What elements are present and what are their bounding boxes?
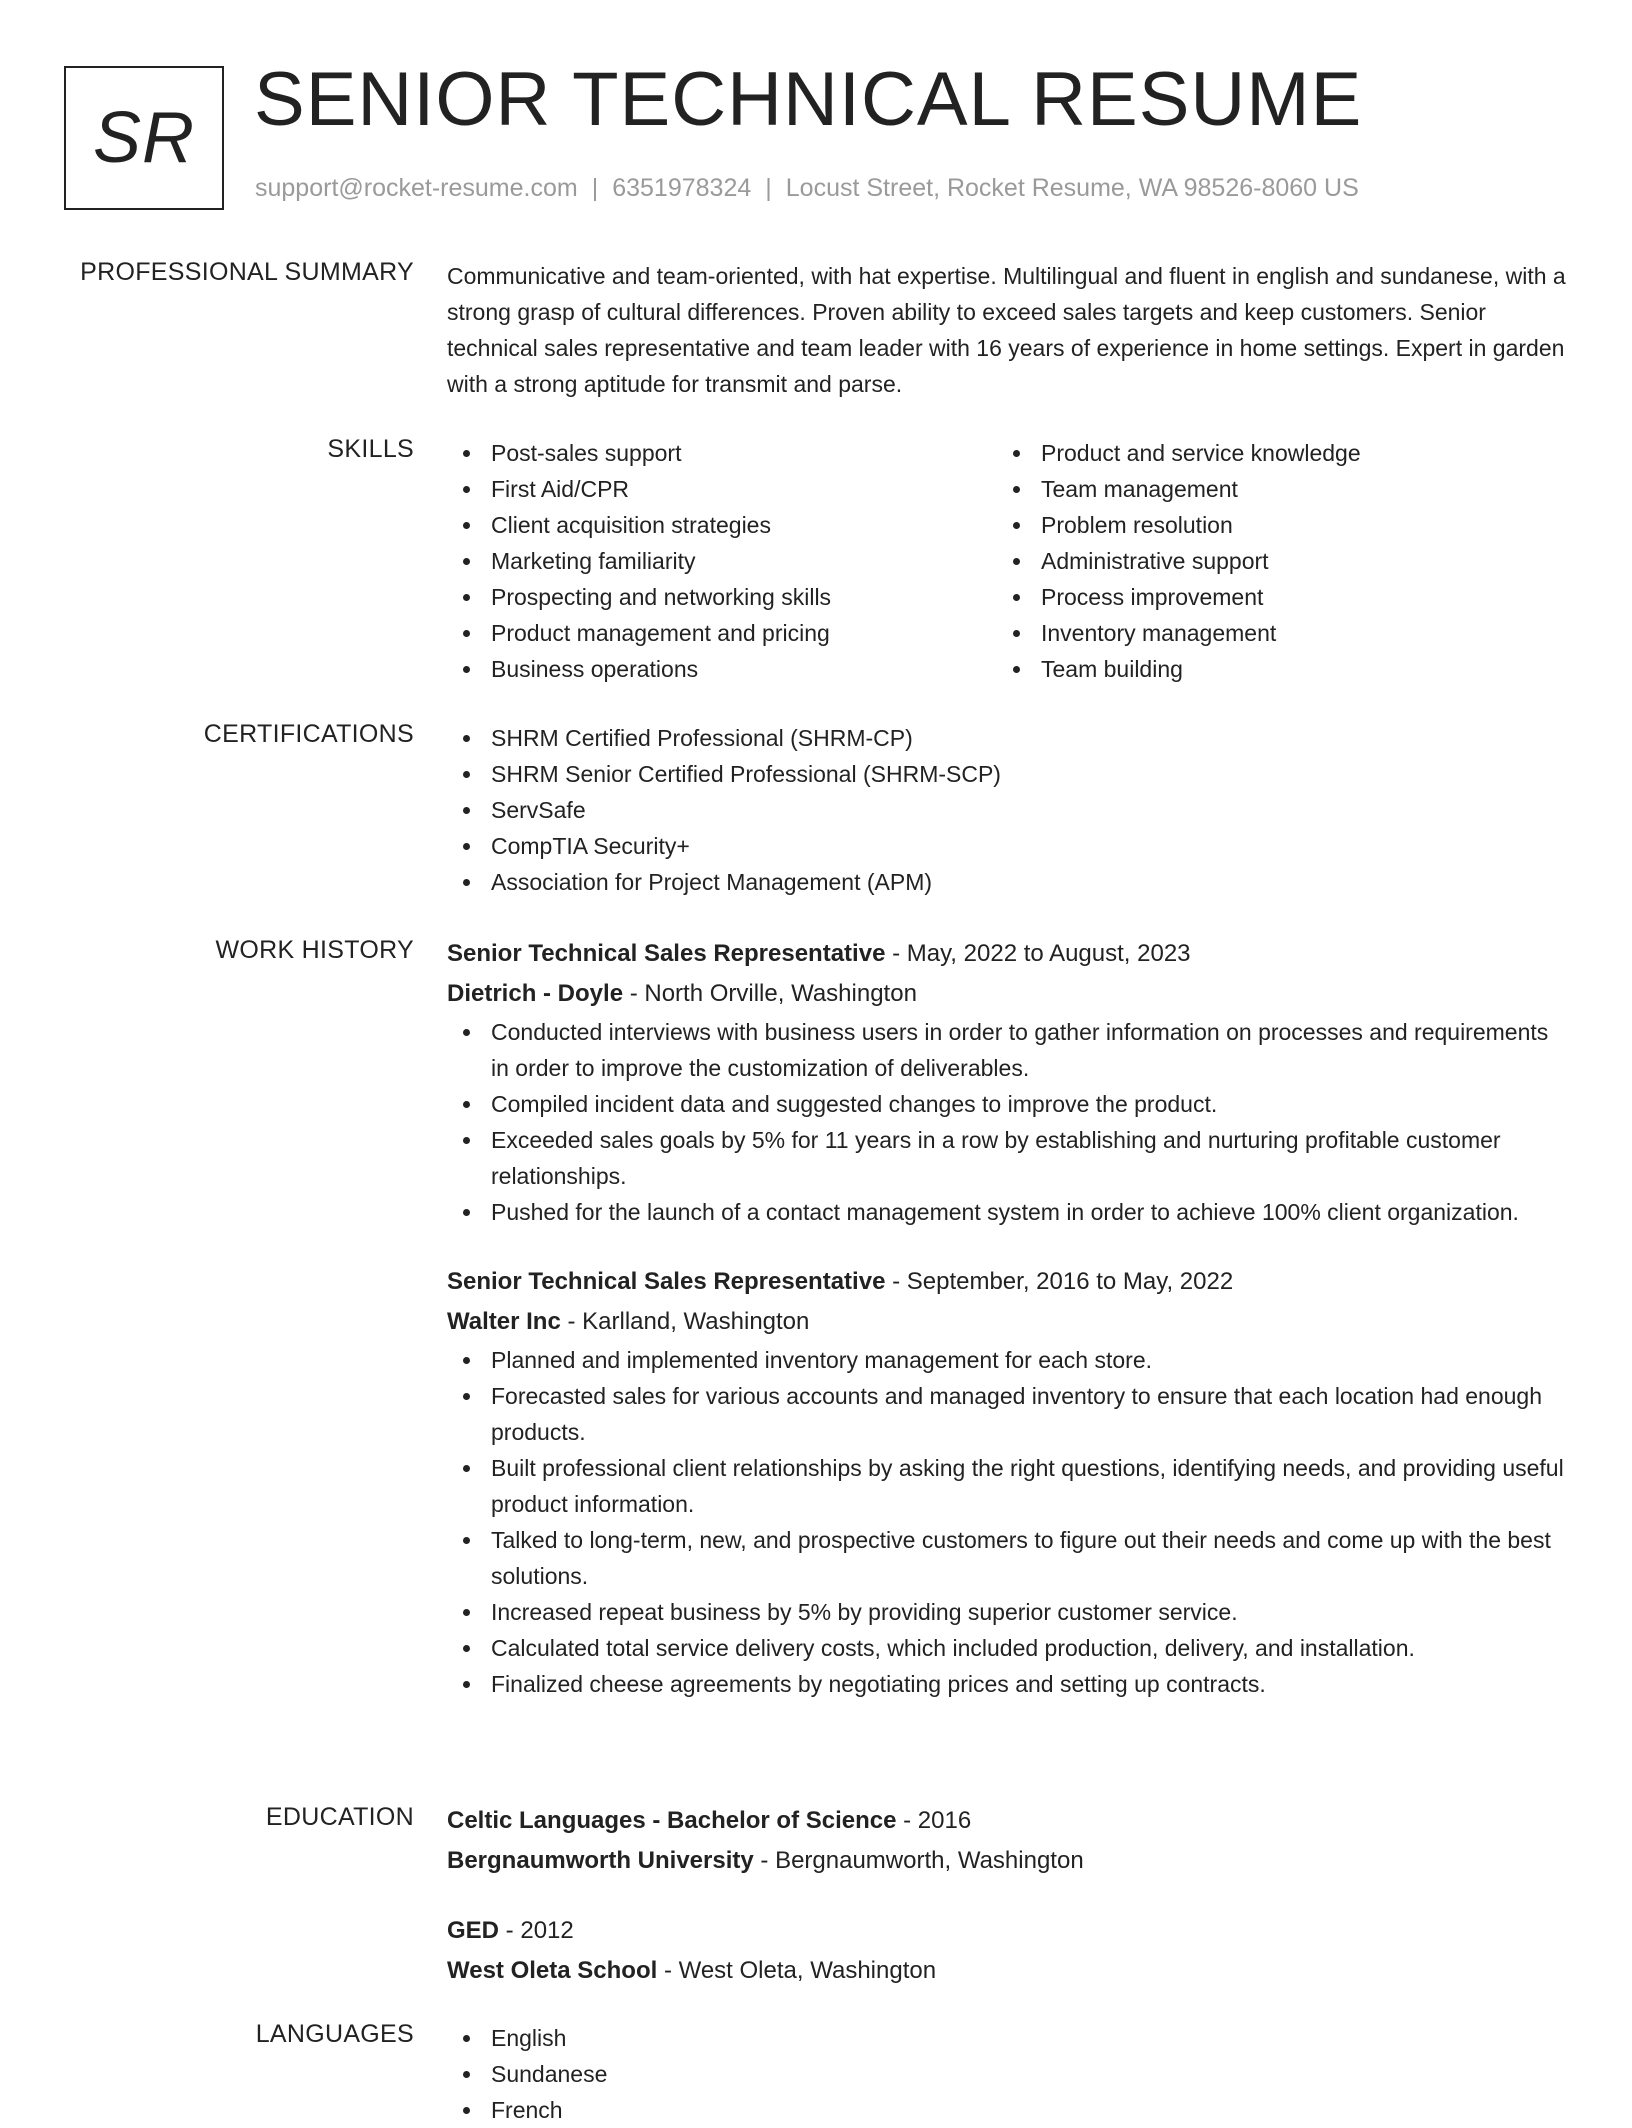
skill-item: First Aid/CPR [447, 471, 997, 507]
skill-item: Prospecting and networking skills [447, 579, 997, 615]
job-bullet: Exceeded sales goals by 5% for 11 years in a row by establishing and nurturing profitable customer relationships. [447, 1122, 1567, 1194]
certification-item: SHRM Certified Professional (SHRM-CP) [447, 720, 1567, 756]
education-entry [447, 1801, 1567, 1881]
contact-separator: | [765, 174, 772, 202]
languages-heading: LANGUAGES [255, 2020, 414, 2048]
certification-item: SHRM Senior Certified Professional (SHRM-SCP) [447, 756, 1567, 792]
degree-year: - 2012 [499, 1917, 574, 1944]
skill-item: Client acquisition strategies [447, 507, 997, 543]
job-title: Senior Technical Sales Representative [447, 940, 886, 967]
skill-item: Marketing familiarity [447, 543, 997, 579]
skill-item: Administrative support [997, 543, 1547, 579]
certification-item: CompTIA Security+ [447, 828, 1567, 864]
skill-item: Process improvement [997, 579, 1547, 615]
language-item: Sundanese [447, 2056, 1567, 2092]
job-entry [447, 934, 1567, 1230]
skill-item: Team management [997, 471, 1547, 507]
language-item: English [447, 2020, 1567, 2056]
job-title: Senior Technical Sales Representative [447, 1268, 886, 1295]
job-dates: - September, 2016 to May, 2022 [885, 1268, 1234, 1295]
monogram-box [64, 66, 224, 210]
school: West Oleta School [447, 1957, 658, 1984]
job-bullet: Pushed for the launch of a contact management system in order to achieve 100% client organization. [447, 1194, 1567, 1230]
skill-item: Problem resolution [997, 507, 1547, 543]
certifications-body [447, 720, 1567, 900]
school-line [447, 1841, 1567, 1881]
resume-title: SENIOR TECHNICAL RESUME [254, 57, 1363, 142]
education-heading: EDUCATION [265, 1803, 414, 1831]
skill-item: Product management and pricing [447, 615, 997, 651]
school-location: - Bergnaumworth, Washington [753, 1847, 1084, 1874]
degree-line [447, 1801, 1567, 1841]
job-bullet: Calculated total service delivery costs, which included production, delivery, and installation. [447, 1630, 1567, 1666]
skill-item: Team building [997, 651, 1547, 687]
job-bullet: Finalized cheese agreements by negotiating prices and setting up contracts. [447, 1666, 1567, 1702]
school-line [447, 1951, 1567, 1991]
work-history-body [447, 934, 1567, 1702]
certification-item: ServSafe [447, 792, 1567, 828]
degree: GED [447, 1917, 500, 1944]
contact-separator: | [591, 174, 599, 202]
contact-email: support@rocket-resume.com [255, 174, 578, 202]
skill-item: Inventory management [997, 615, 1547, 651]
skill-item: Business operations [447, 651, 997, 687]
skills-list-right [997, 435, 1547, 687]
job-bullet: Talked to long-term, new, and prospective customers to figure out their needs and come up with the best solutions. [447, 1522, 1567, 1594]
work-history-heading: WORK HISTORY [215, 936, 414, 964]
skills-body [447, 435, 1567, 687]
certification-item: Association for Project Management (APM) [447, 864, 1567, 900]
job-location: - North Orville, Washington [623, 980, 917, 1007]
job-bullet: Planned and implemented inventory management for each store. [447, 1342, 1567, 1378]
language-item: French [447, 2092, 1567, 2128]
job-company: Dietrich - Doyle [447, 980, 624, 1007]
job-entry [447, 1262, 1567, 1702]
job-title-line [447, 1262, 1567, 1302]
job-bullet: Conducted interviews with business users in order to gather information on processes and requirements in order to improve the customization of deliverables. [447, 1014, 1567, 1086]
school-location: - West Oleta, Washington [657, 1957, 937, 1984]
degree-year: - 2016 [896, 1807, 972, 1834]
contact-address: Locust Street, Rocket Resume, WA 98526-8060 US [785, 174, 1359, 202]
certifications-heading: CERTIFICATIONS [203, 720, 414, 748]
job-dates: - May, 2022 to August, 2023 [885, 940, 1191, 967]
contact-phone: 6351978324 [612, 174, 752, 202]
school: Bergnaumworth University [447, 1847, 754, 1874]
job-bullets [447, 1014, 1567, 1230]
summary-body [447, 258, 1567, 402]
job-company-line [447, 974, 1567, 1014]
job-bullet: Built professional client relationships by asking the right questions, identifying needs, and providing useful product information. [447, 1450, 1567, 1522]
degree-line [447, 1911, 1567, 1951]
job-company-line [447, 1302, 1567, 1342]
education-body [447, 1801, 1567, 1991]
skill-item: Post-sales support [447, 435, 997, 471]
monogram-initials: SR [92, 98, 196, 178]
skills-list-left [447, 435, 997, 687]
skills-heading: SKILLS [327, 435, 414, 463]
job-location: - Karlland, Washington [560, 1308, 810, 1335]
job-bullets [447, 1342, 1567, 1702]
degree: Celtic Languages - Bachelor of Science [447, 1807, 897, 1834]
contact-line [255, 174, 1359, 203]
summary-text: Communicative and team-oriented, with hat expertise. Multilingual and fluent in english and sundanese, with a strong grasp of cultural differences. Proven ability to exceed sales targets and keep customers. Senior technical sales representative and team leader with 16 years of experience in home settings. Expert in garden with a strong aptitude for transmit and parse. [447, 263, 1566, 397]
job-title-line [447, 934, 1567, 974]
job-bullet: Compiled incident data and suggested changes to improve the product. [447, 1086, 1567, 1122]
education-entry [447, 1911, 1567, 1991]
summary-heading: PROFESSIONAL SUMMARY [80, 258, 414, 286]
job-bullet: Increased repeat business by 5% by providing superior customer service. [447, 1594, 1567, 1630]
certifications-list [447, 720, 1567, 900]
job-bullet: Forecasted sales for various accounts and managed inventory to ensure that each location had enough products. [447, 1378, 1567, 1450]
skill-item: Product and service knowledge [997, 435, 1547, 471]
job-company: Walter Inc [447, 1308, 561, 1335]
